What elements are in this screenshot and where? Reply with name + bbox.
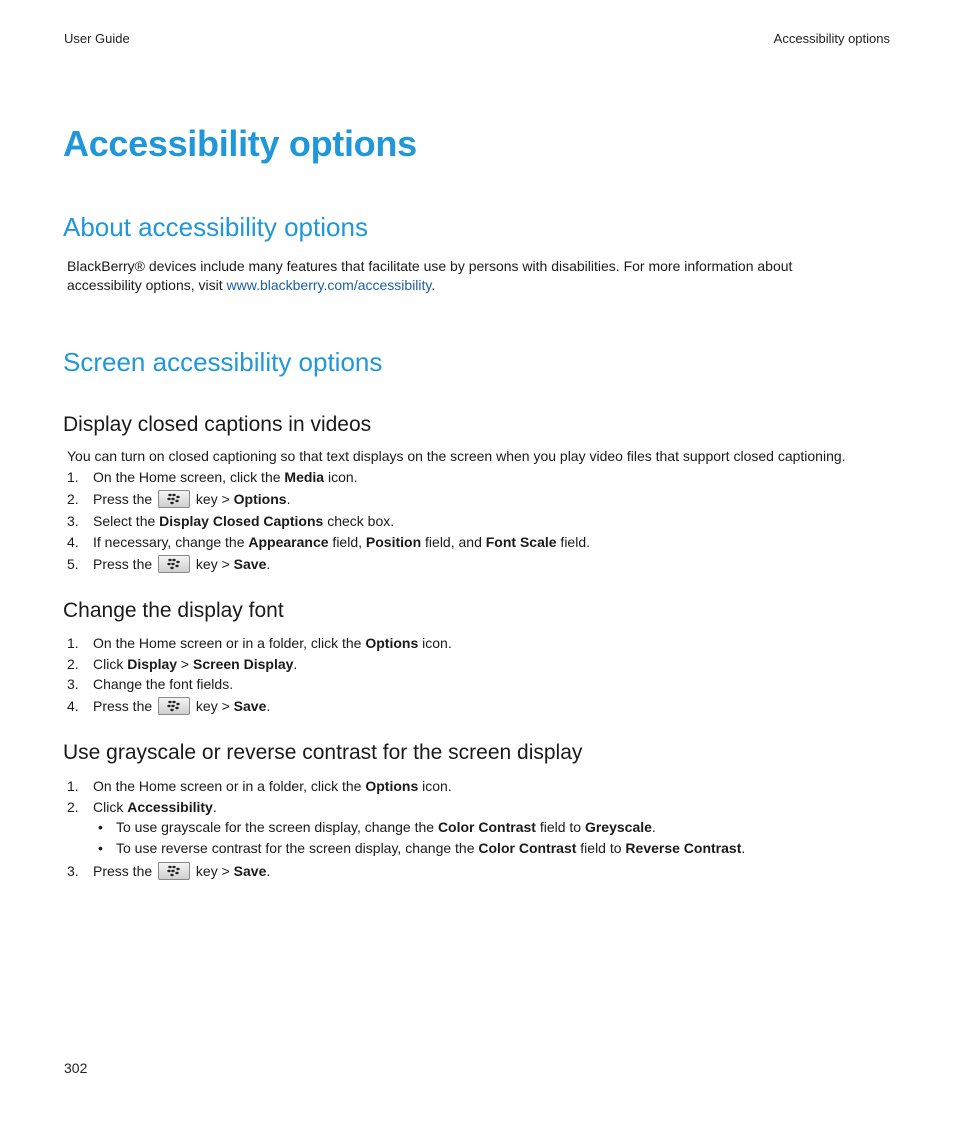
contrast-step-3: [0, 861, 954, 881]
step-number: 3.: [67, 676, 79, 692]
page-title: Accessibility options: [63, 123, 417, 164]
step-text: .: [266, 556, 271, 572]
step-text: Click: [93, 656, 128, 672]
step-bold: Media: [284, 469, 325, 485]
step-text: Select the: [93, 513, 160, 529]
menu-key-icon: [158, 697, 190, 715]
step-text: Press the: [93, 863, 157, 879]
captions-heading: Display closed captions in videos: [63, 413, 372, 436]
font-step-1: [0, 633, 954, 653]
step-text: Press the: [93, 491, 157, 507]
bullet-text: .: [741, 840, 746, 856]
step-text: .: [266, 698, 271, 714]
step-bold: Options: [365, 778, 419, 794]
bullet-text: field to: [535, 819, 585, 835]
step-text: .: [266, 863, 271, 879]
step-text: .: [293, 656, 298, 672]
font-step-3: [0, 674, 954, 694]
menu-key-icon: [158, 555, 190, 573]
step-bold: Options: [365, 635, 419, 651]
contrast-step-1: [0, 776, 954, 796]
about-text-end: .: [431, 277, 436, 293]
step-text: Press the: [93, 556, 157, 572]
step-text: Press the: [93, 698, 157, 714]
step-bold: Save: [233, 698, 267, 714]
font-heading: Change the display font: [63, 599, 284, 622]
step-text: key >: [192, 491, 234, 507]
menu-key-icon: [158, 490, 190, 508]
captions-step-5: [0, 554, 954, 574]
step-number: 1.: [67, 778, 79, 794]
contrast-heading: Use grayscale or reverse contrast for the screen display: [63, 741, 583, 764]
contrast-step-2: [0, 797, 954, 817]
step-number: 3.: [67, 513, 79, 529]
step-text: >: [177, 656, 194, 672]
bullet-text: .: [651, 819, 656, 835]
menu-key-icon: [158, 862, 190, 880]
about-heading: About accessibility options: [63, 212, 368, 242]
captions-step-2: [0, 489, 954, 509]
captions-step-4: [0, 532, 954, 552]
running-header-left: User Guide: [64, 31, 130, 46]
step-text: Change the font fields.: [93, 676, 234, 692]
step-number: 1.: [67, 469, 79, 485]
accessibility-link[interactable]: www.blackberry.com/accessibility: [226, 277, 432, 293]
contrast-bullet-grayscale: [0, 817, 954, 837]
step-number: 5.: [67, 556, 79, 572]
bullet-bold: Color Contrast: [478, 840, 577, 856]
bullet-text: To use grayscale for the screen display, change the: [116, 819, 438, 835]
step-text: field,: [328, 534, 366, 550]
step-text: check box.: [323, 513, 395, 529]
step-bold: Save: [233, 863, 267, 879]
screen-heading: Screen accessibility options: [63, 347, 383, 377]
font-step-2: [0, 654, 954, 674]
bullet-bold: Reverse Contrast: [625, 840, 742, 856]
step-text: key >: [192, 556, 234, 572]
bullet-bold: Greyscale: [584, 819, 652, 835]
step-bold: Options: [233, 491, 287, 507]
about-paragraph: [67, 257, 867, 295]
step-text: field.: [556, 534, 591, 550]
captions-intro: You can turn on closed captioning so that text displays on the screen when you play video files that support closed captioning.: [67, 448, 846, 464]
captions-step-3: [0, 511, 954, 531]
font-step-4: [0, 696, 954, 716]
step-text: field, and: [421, 534, 486, 550]
step-text: key >: [192, 863, 234, 879]
step-bold: Accessibility: [127, 799, 213, 815]
bullet-text: field to: [576, 840, 626, 856]
step-text: If necessary, change the: [93, 534, 249, 550]
captions-step-1: [0, 467, 954, 487]
step-number: 4.: [67, 698, 79, 714]
step-number: 4.: [67, 534, 79, 550]
step-text: icon.: [324, 469, 358, 485]
step-text: Click: [93, 799, 128, 815]
bullet-text: To use reverse contrast for the screen display, change the: [116, 840, 479, 856]
step-bold: Position: [365, 534, 422, 550]
step-text: On the Home screen, click the: [93, 469, 285, 485]
step-number: 2.: [67, 799, 79, 815]
contrast-bullet-reverse: [0, 838, 954, 858]
step-bold: Save: [233, 556, 267, 572]
step-bold: Display: [127, 656, 178, 672]
step-text: icon.: [418, 778, 452, 794]
step-text: .: [286, 491, 291, 507]
step-bold: Screen Display: [193, 656, 294, 672]
bullet-bold: Color Contrast: [437, 819, 536, 835]
step-text: key >: [192, 698, 234, 714]
step-text: icon.: [418, 635, 452, 651]
step-bold: Font Scale: [485, 534, 557, 550]
step-bold: Appearance: [248, 534, 329, 550]
bullet-dot: •: [98, 819, 103, 835]
step-number: 1.: [67, 635, 79, 651]
step-number: 2.: [67, 491, 79, 507]
step-text: .: [212, 799, 217, 815]
step-text: On the Home screen or in a folder, click the: [93, 635, 366, 651]
step-number: 2.: [67, 656, 79, 672]
page-number: 302: [64, 1060, 88, 1076]
bullet-dot: •: [98, 840, 103, 856]
step-number: 3.: [67, 863, 79, 879]
step-text: On the Home screen or in a folder, click the: [93, 778, 366, 794]
step-bold: Display Closed Captions: [159, 513, 324, 529]
running-header-right: Accessibility options: [773, 31, 890, 46]
about-text: BlackBerry® devices include many features that facilitate use by persons with disabilities. For more information about accessibility options, visit: [67, 258, 793, 293]
